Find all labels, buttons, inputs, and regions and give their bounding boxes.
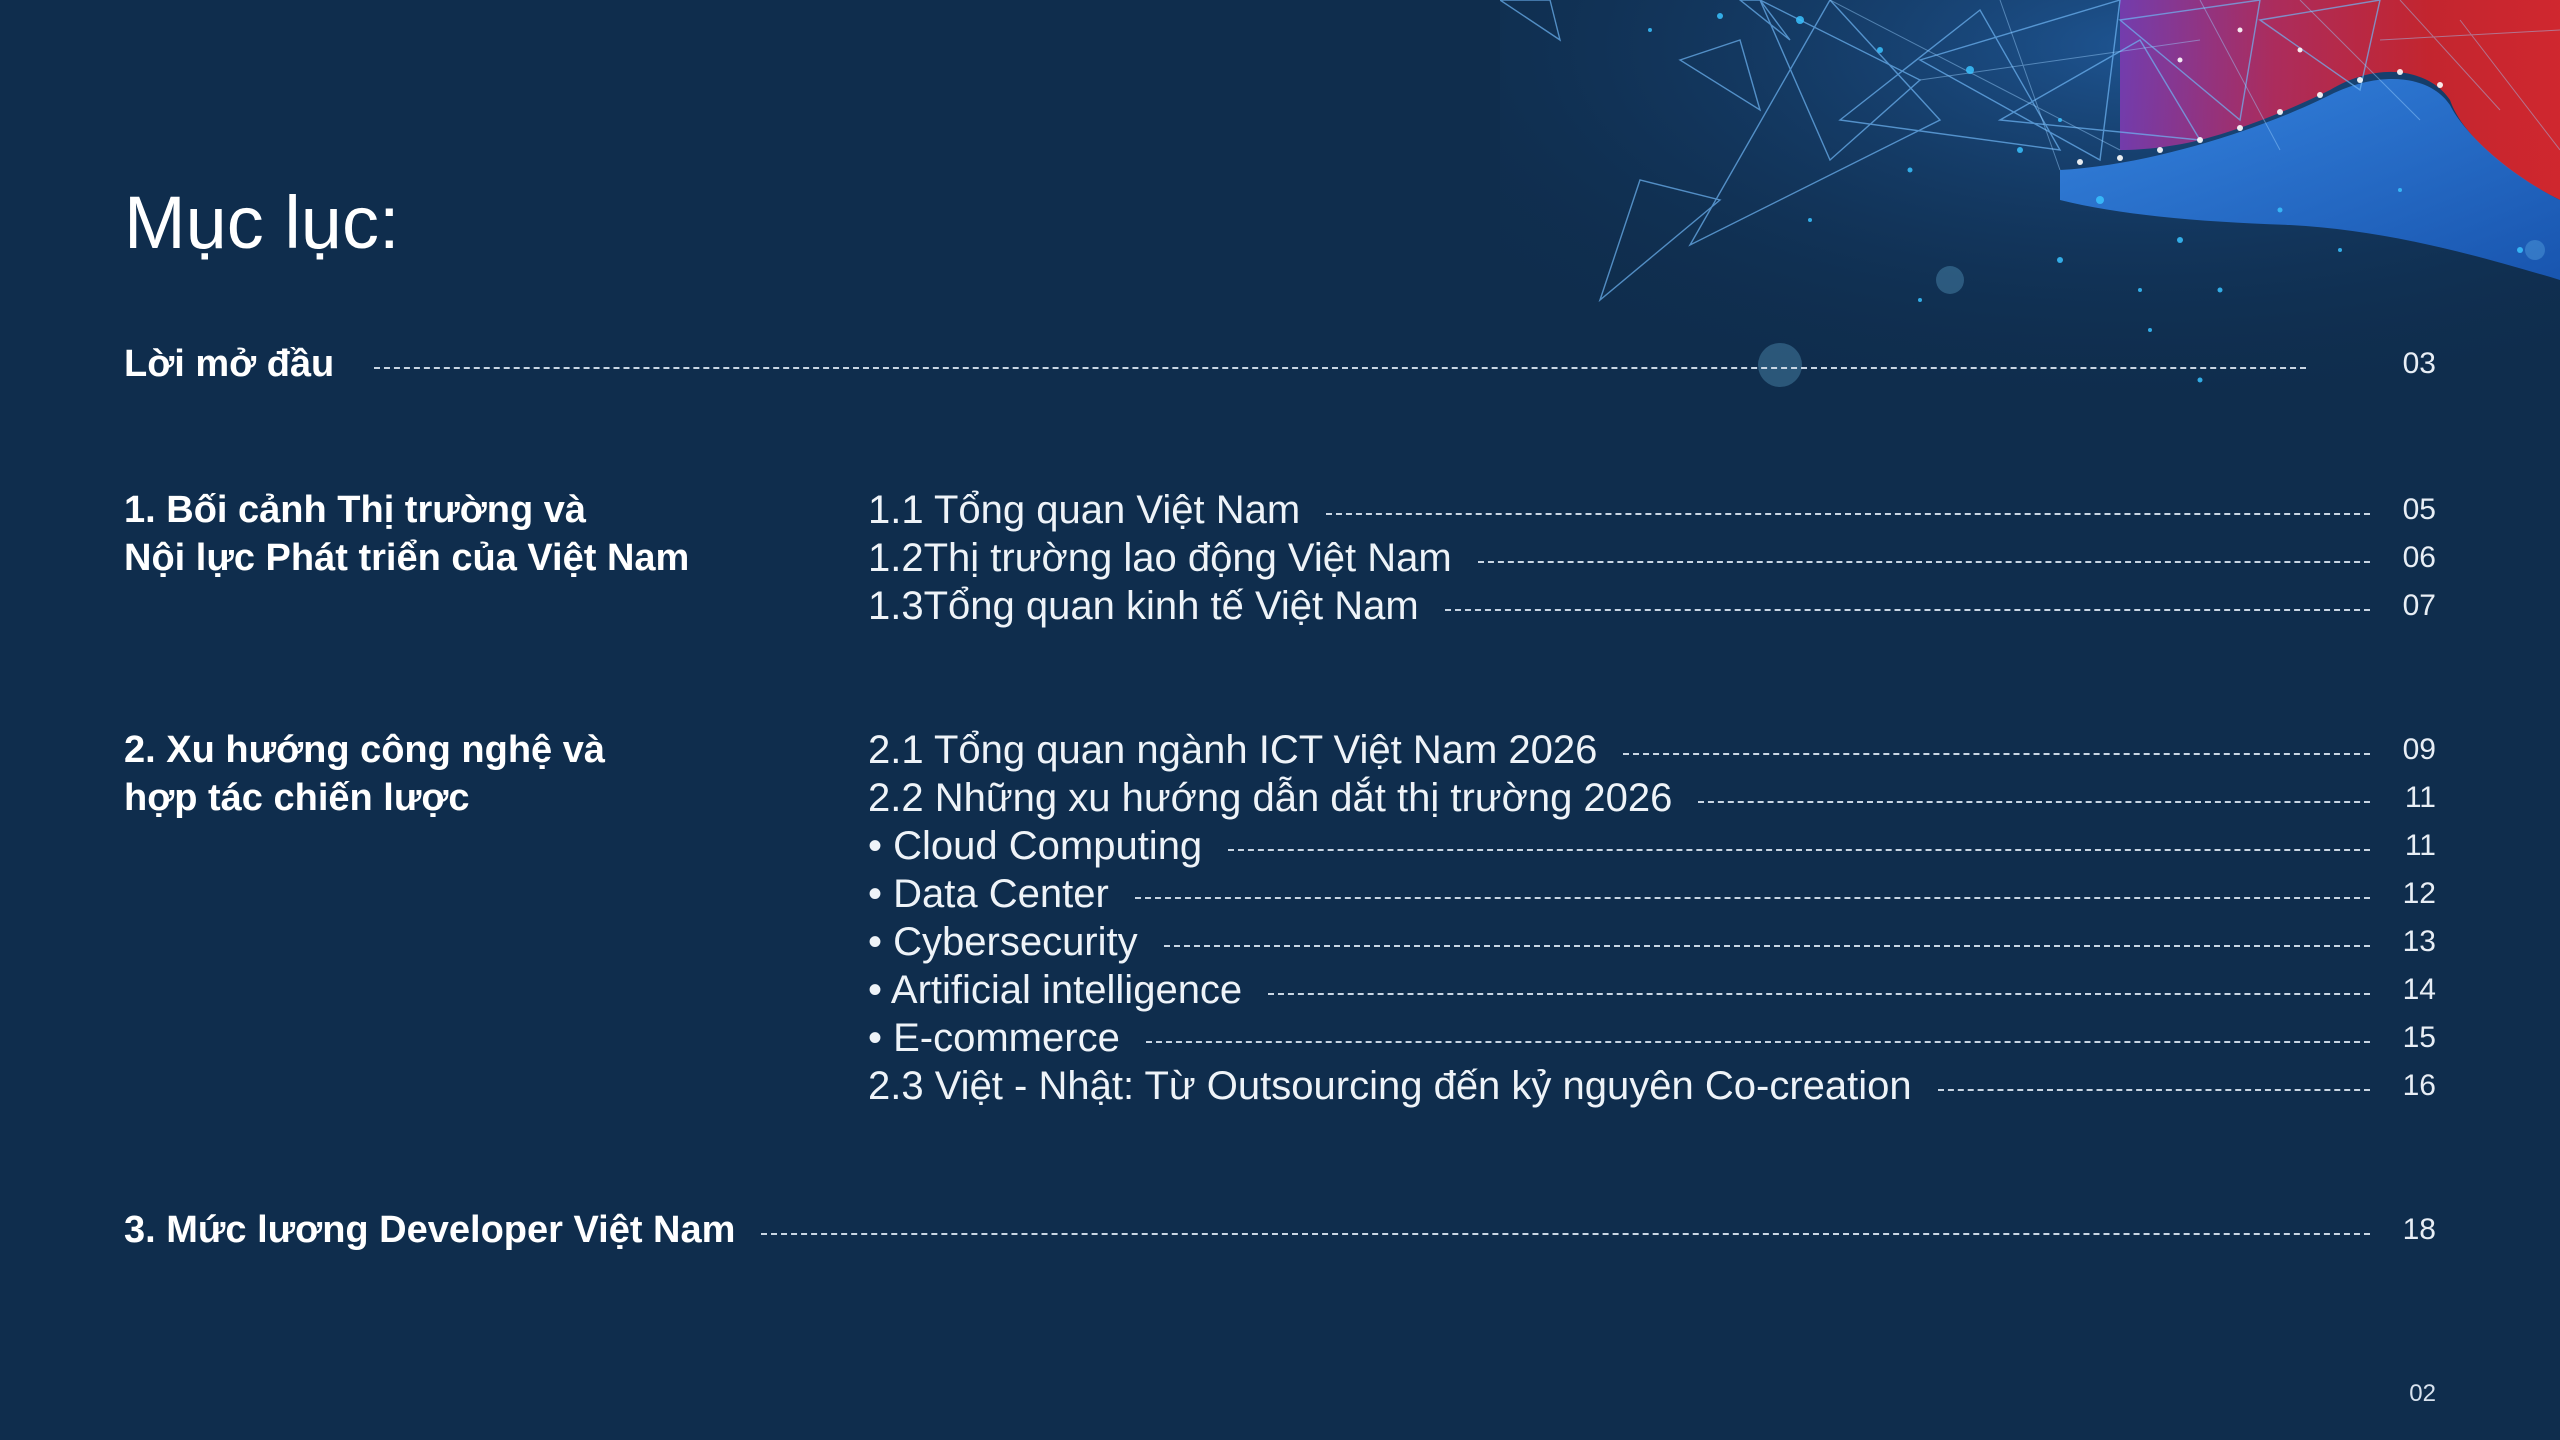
leader-dots <box>1938 1089 2370 1091</box>
toc-entry-label: 1.3Tổng quan kinh tế Việt Nam <box>868 583 1419 628</box>
leader-dots <box>1228 849 2370 851</box>
leader-dots <box>1164 945 2370 947</box>
leader-dots <box>1326 513 2370 515</box>
section-1-heading-line1: 1. Bối cảnh Thị trường và <box>124 489 587 531</box>
toc-entry-2-1[interactable] <box>868 726 2436 774</box>
toc-entry-label: 2.2 Những xu hướng dẫn dắt thị trường 2026 <box>868 775 1673 820</box>
toc-entry-label: 1.1 Tổng quan Việt Nam <box>868 487 1301 532</box>
section-2-heading-line2: hợp tác chiến lược <box>124 777 470 819</box>
toc-entry-label: • Cloud Computing <box>868 823 1203 868</box>
toc-entry-label: • Artificial intelligence <box>868 967 1243 1012</box>
toc-entry-label: • E-commerce <box>868 1015 1120 1060</box>
section-1-heading-line2: Nội lực Phát triển của Việt Nam <box>124 537 690 579</box>
toc-entry-label: 1.2Thị trường lao động Việt Nam <box>868 535 1452 580</box>
toc-entry-artificial-intelligence[interactable] <box>868 966 2436 1014</box>
toc-page-number: 06 <box>2402 541 2436 574</box>
leader-dots <box>1135 897 2370 899</box>
network-flag-graphic <box>1500 0 2560 460</box>
toc-page-number: 09 <box>2402 733 2436 766</box>
toc-page-number: 18 <box>2402 1213 2436 1246</box>
toc-page-number: 03 <box>2402 347 2436 380</box>
toc-entry-label: • Data Center <box>868 871 1109 916</box>
toc-entry-label: 2.3 Việt - Nhật: Từ Outsourcing đến kỷ nguyên Co-creation <box>868 1063 1912 1108</box>
toc-page-number: 05 <box>2402 493 2436 526</box>
toc-entry-2-3[interactable] <box>868 1062 2436 1110</box>
toc-entry-2-2[interactable] <box>868 774 2436 822</box>
leader-dots <box>1623 753 2370 755</box>
toc-page-number: 15 <box>2402 1021 2436 1054</box>
leader-dots <box>1698 801 2370 803</box>
toc-page-number: 16 <box>2402 1069 2436 1102</box>
leader-dots <box>1146 1041 2370 1043</box>
toc-page-number: 07 <box>2402 589 2436 622</box>
toc-page-number: 13 <box>2402 925 2436 958</box>
section-1-heading <box>124 486 689 582</box>
toc-entry-section-3[interactable] <box>124 1206 2436 1254</box>
section-2-heading <box>124 726 605 822</box>
toc-entry-e-commerce[interactable] <box>868 1014 2436 1062</box>
toc-entry-data-center[interactable] <box>868 870 2436 918</box>
toc-entry-cybersecurity[interactable] <box>868 918 2436 966</box>
toc-entry-label: 2.1 Tổng quan ngành ICT Việt Nam 2026 <box>868 727 1598 772</box>
toc-entry-label: 3. Mức lương Developer Việt Nam <box>124 1208 736 1251</box>
toc-entry-cloud-computing[interactable] <box>868 822 2436 870</box>
toc-entry-1-3[interactable] <box>868 582 2436 630</box>
toc-entry-label: • Cybersecurity <box>868 919 1138 964</box>
section-2-heading-line1: 2. Xu hướng công nghệ và <box>124 729 606 771</box>
toc-page-number: 11 <box>2404 781 2436 814</box>
leader-dots <box>1445 609 2370 611</box>
leader-dots <box>1268 993 2370 995</box>
leader-dots <box>374 367 2306 369</box>
toc-page-number: 11 <box>2404 829 2436 862</box>
leader-dots <box>761 1233 2370 1235</box>
toc-entry-label: Lời mở đầu <box>124 342 335 385</box>
leader-dots <box>1478 561 2370 563</box>
toc-page-number: 14 <box>2402 973 2436 1006</box>
page-number: 02 <box>2409 1380 2436 1407</box>
toc-page-number: 12 <box>2402 877 2436 910</box>
toc-entry-1-2[interactable] <box>868 534 2436 582</box>
page-title: Mục lục: <box>124 181 400 264</box>
toc-entry-intro[interactable] <box>124 340 2436 388</box>
toc-entry-1-1[interactable] <box>868 486 2436 534</box>
